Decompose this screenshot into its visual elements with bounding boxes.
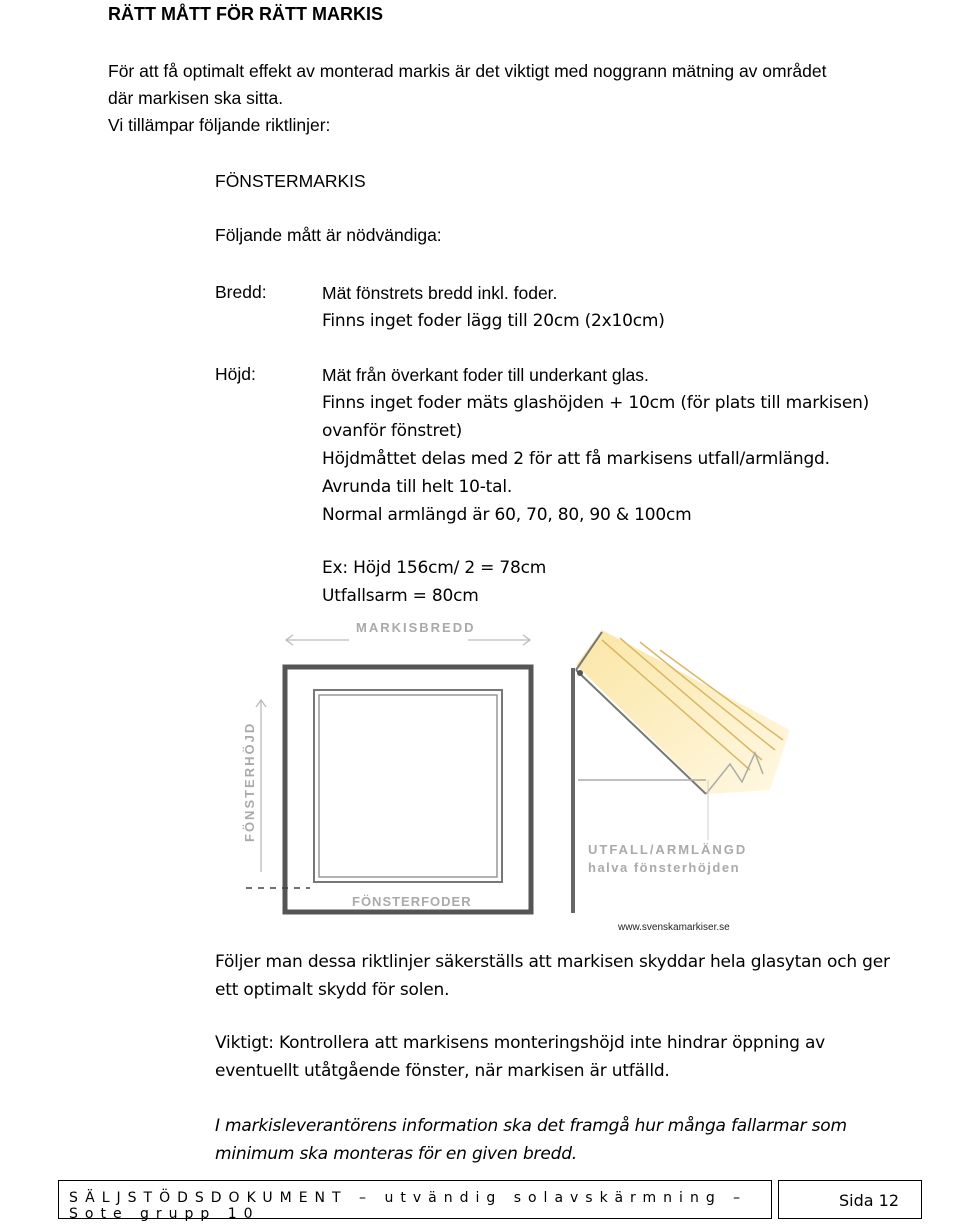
para2-line-2: eventuellt utåtgående fönster, när markisen är utfälld. [215, 1061, 670, 1081]
window-glass [319, 695, 497, 877]
example-line-2: Utfallsarm = 80cm [322, 586, 479, 606]
utfall-label-1: UTFALL/ARMLÄNGD [588, 842, 748, 857]
fonsterhojd-label: FÖNSTERHÖJD [242, 721, 257, 842]
bredd-line-1: Mät fönstrets bredd inkl. foder. [322, 283, 558, 303]
para1-line-2: ett optimalt skydd för solen. [215, 980, 450, 1000]
intro-line-1: För att få optimalt effekt av monterad markis är det viktigt med noggrann mätning av området [108, 61, 827, 81]
window-frame-outer [285, 667, 531, 912]
intro-text [108, 58, 827, 139]
hojd-line-2: Finns inget foder mäts glashöjden + 10cm (för plats till markisen) [322, 393, 870, 413]
paragraph-coverage [215, 948, 890, 1004]
hojd-line-1: Mät från överkant foder till underkant glas. [322, 365, 649, 385]
height-arrow [256, 700, 266, 872]
page-number-box [778, 1180, 922, 1219]
hojd-line-5: Avrunda till helt 10-tal. [322, 477, 513, 497]
footer-text: SÄLJSTÖDSDOKUMENT – utvändig solavskärmning – Sote grupp 10 [69, 1190, 748, 1222]
hojd-line-4: Höjdmåttet delas med 2 för att få markisens utfall/armlängd. [322, 449, 830, 469]
bredd-instructions [322, 279, 665, 335]
fonsterfoder-label: FÖNSTERFODER [352, 894, 472, 909]
awning-measurement-diagram [230, 610, 790, 940]
section-title: FÖNSTERMARKIS [215, 171, 366, 191]
example [322, 554, 546, 610]
needed-measures: Följande mått är nödvändiga: [215, 225, 442, 245]
para3-line-1: I markisleverantörens information ska det framgå hur många fallarmar som [215, 1116, 847, 1136]
utfall-label-2: halva fönsterhöjden [588, 860, 741, 875]
hojd-label: Höjd: [215, 364, 256, 384]
footer-banner [58, 1180, 772, 1222]
page-number: Sida 12 [839, 1191, 900, 1210]
bredd-line-2: Finns inget foder lägg till 20cm (2x10cm) [322, 311, 665, 331]
intro-line-3: Vi tillämpar följande riktlinjer: [108, 115, 331, 135]
intro-line-2: där markisen ska sitta. [108, 88, 284, 108]
example-line-1: Ex: Höjd 156cm/ 2 = 78cm [322, 558, 547, 578]
markisbredd-label: MARKISBREDD [356, 620, 476, 635]
paragraph-important [215, 1029, 825, 1085]
hojd-line-6: Normal armlängd är 60, 70, 80, 90 & 100cm [322, 505, 692, 525]
wall-bracket [577, 670, 583, 676]
paragraph-supplier [215, 1112, 847, 1168]
width-arrow [286, 635, 530, 645]
hojd-line-3: ovanför fönstret) [322, 421, 463, 441]
page-title: RÄTT MÅTT FÖR RÄTT MARKIS [108, 4, 383, 24]
para1-line-1: Följer man dessa riktlinjer säkerställs att markisen skyddar hela glasytan och ger [215, 952, 890, 972]
window-frame-inner [314, 690, 502, 882]
bredd-label: Bredd: [215, 282, 267, 302]
para3-line-2: minimum ska monteras för en given bredd. [215, 1144, 577, 1164]
para2-line-1: Viktigt: Kontrollera att markisens monteringshöjd inte hindrar öppning av [215, 1033, 826, 1053]
source-url: www.svenskamarkiser.se [618, 922, 730, 933]
hojd-instructions [322, 361, 869, 529]
